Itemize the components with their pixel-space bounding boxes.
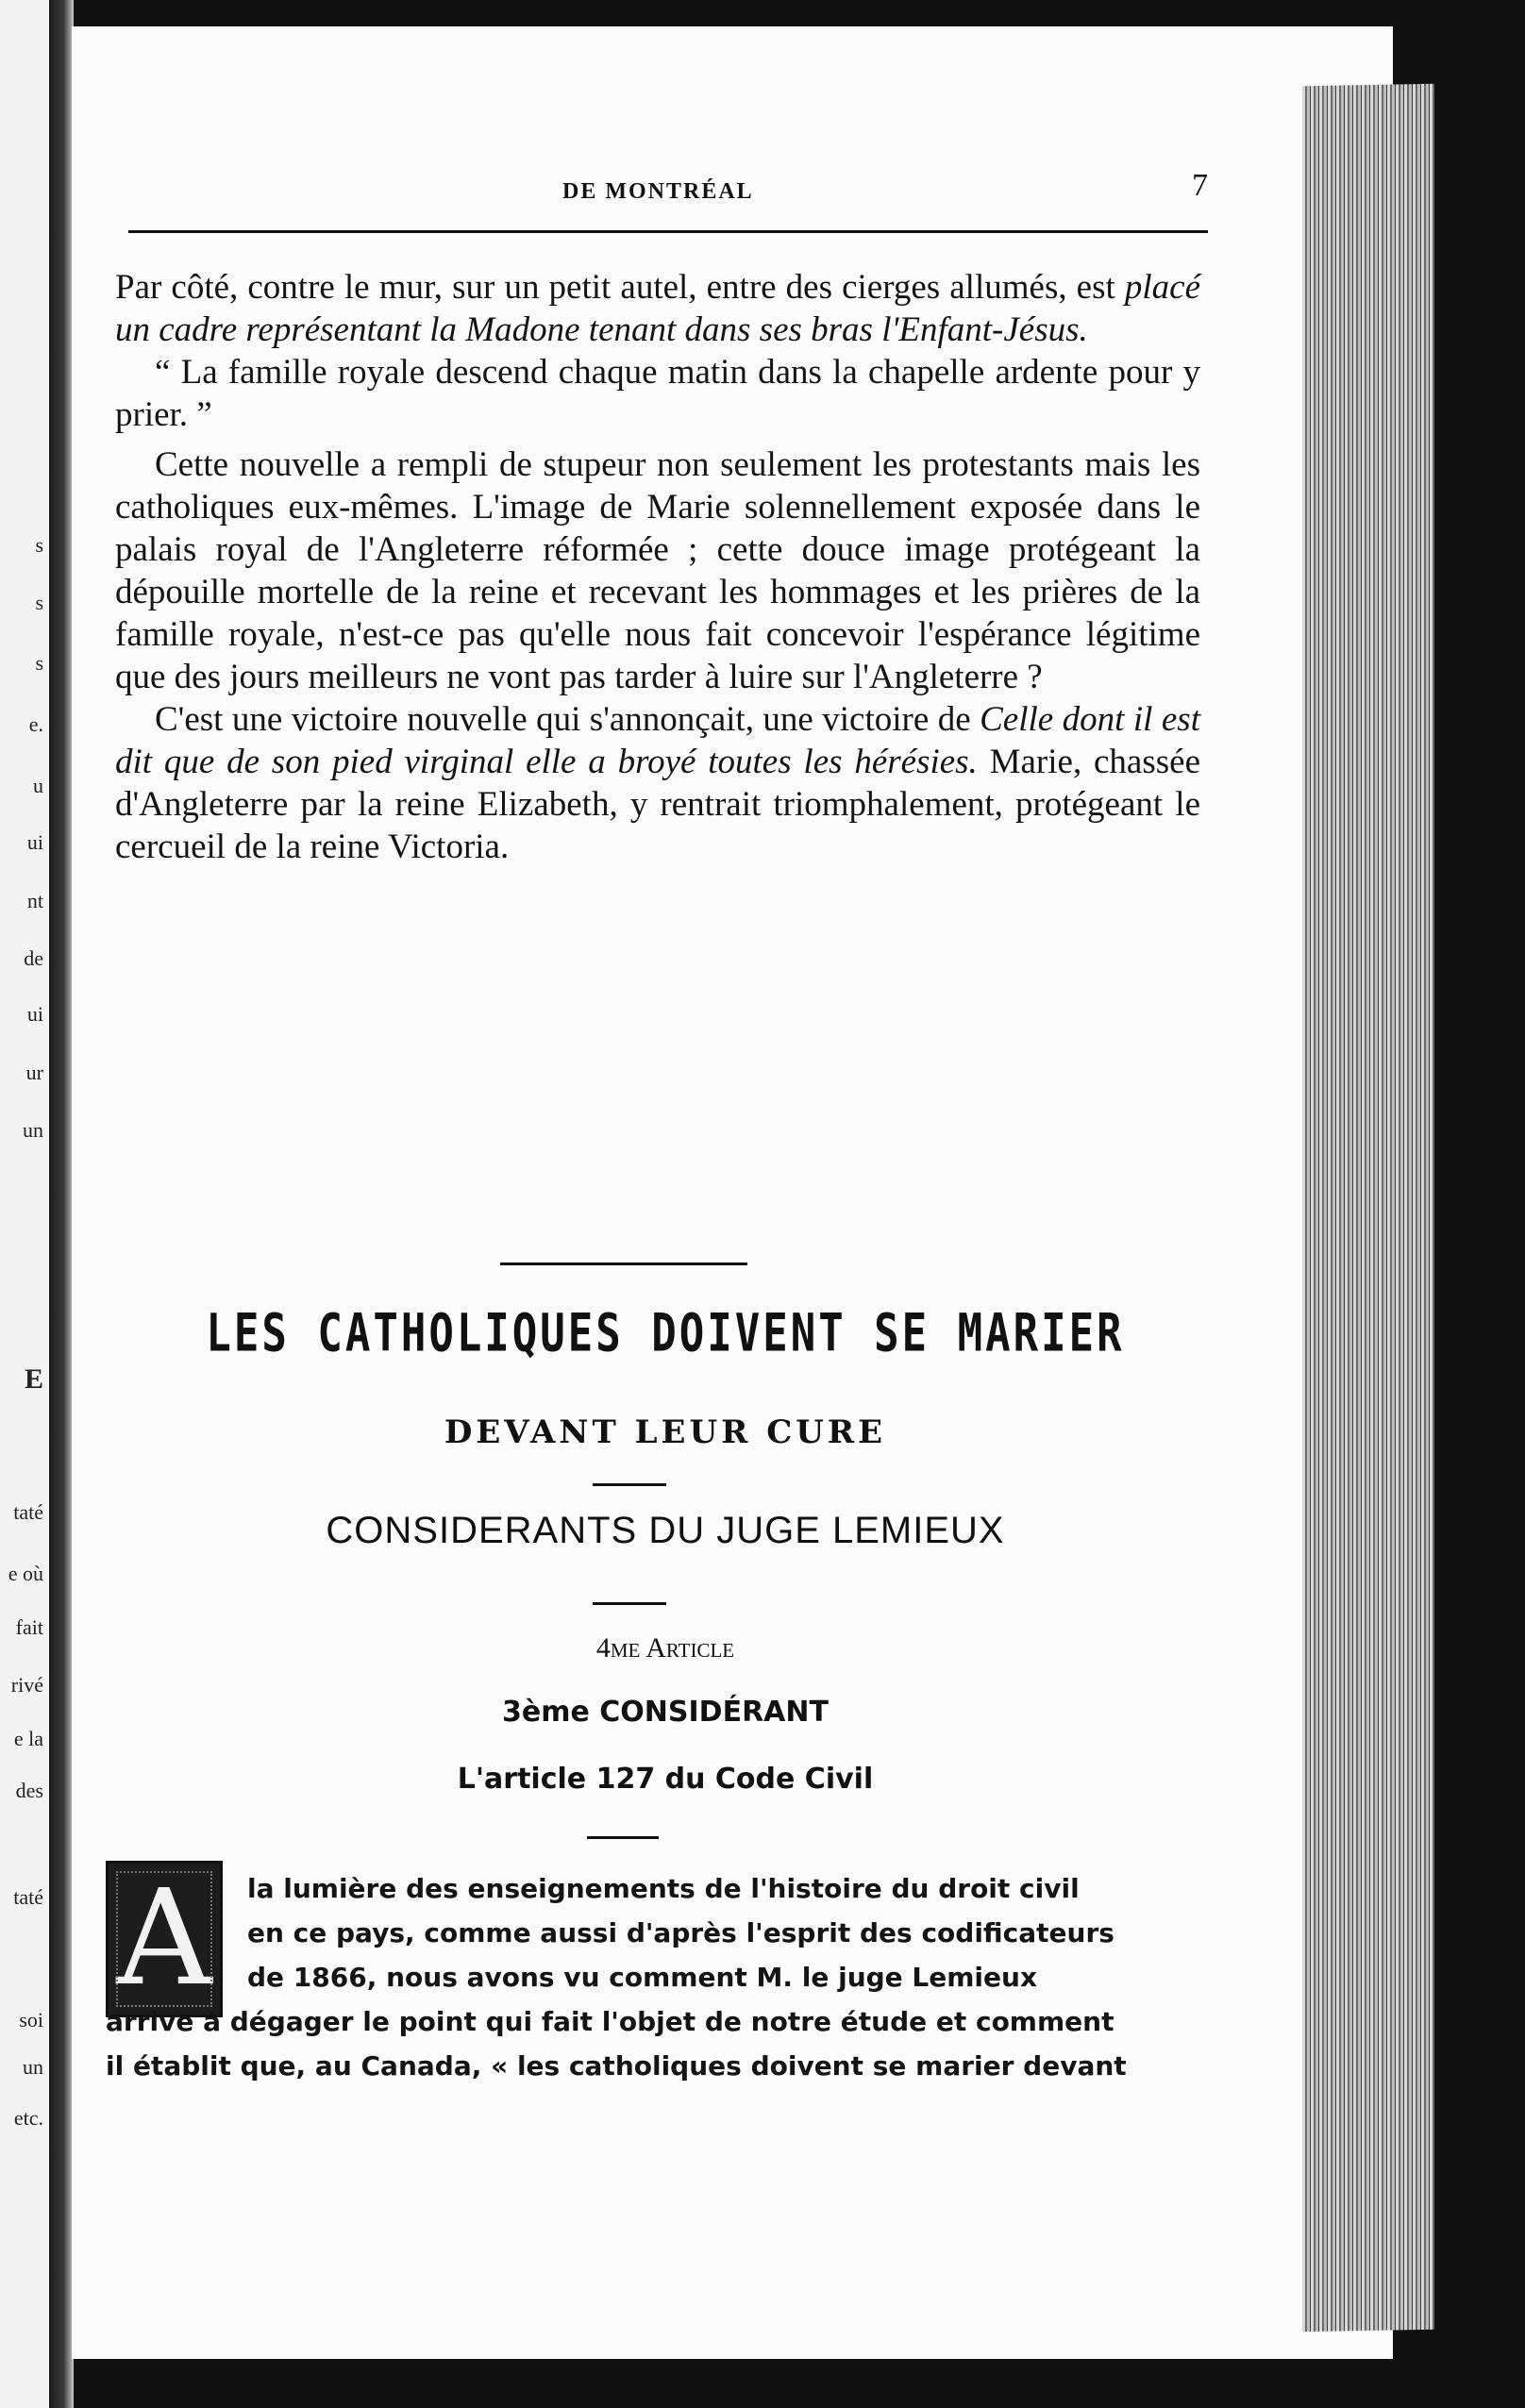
- paragraph-text: Par côté, contre le mur, sur un petit autel, entre des cierges allumés, est: [115, 268, 1125, 307]
- text-line: arrive à dégager le point qui fait l'objet de notre étude et comment: [106, 2006, 1114, 2037]
- fragment: ur: [25, 1061, 43, 1084]
- main-text: [115, 266, 1200, 868]
- page-number: 7: [1192, 168, 1208, 203]
- section-subtitle: DEVANT LEUR CURE: [444, 1413, 887, 1451]
- fragment: s: [35, 533, 43, 557]
- page-edges: [1302, 84, 1434, 2332]
- fragment: rivé: [10, 1673, 43, 1697]
- fragment: soi: [19, 2008, 43, 2032]
- drop-cap: A: [106, 1861, 223, 2017]
- fragment: ui: [26, 830, 43, 854]
- short-rule: [593, 1602, 666, 1605]
- section-separator: [500, 1263, 747, 1265]
- paragraph: Cette nouvelle a rempli de stupeur non seulement les protestants mais les catholiques eux-mêmes. L'image de Marie solennellement exposée dans le palais royal de l'Angleterre réformée ; cette douce image protégeant la dépouille mortelle de la reine et recevant les hommages et les prières de la famille royale, n'est-ce pas qu'elle nous fait concevoir l'espérance légitime que des jours meilleurs ne vont pas tarder à luire sur l'Angleterre ?: [115, 445, 1200, 696]
- fragment: e où: [8, 1562, 43, 1585]
- fragment: e.: [28, 712, 43, 736]
- book-gutter: [49, 0, 74, 2408]
- fragment: E: [24, 1363, 43, 1395]
- short-rule: [593, 1483, 666, 1486]
- fragment: taté: [13, 1500, 43, 1524]
- code-civil-heading: L'article 127 du Code Civil: [457, 1763, 874, 1796]
- italic-text: placé un cadre représentant la Madone tenant dans ses bras l'Enfant-Jésus.: [115, 268, 1200, 349]
- fragment: taté: [13, 1885, 43, 1909]
- fragment: ui: [26, 1002, 43, 1026]
- fragment: un: [23, 2055, 43, 2079]
- fragment: fait: [15, 1615, 43, 1639]
- text-line: en ce pays, comme aussi d'après l'esprit des codificateurs: [247, 1917, 1114, 1948]
- previous-page-edge: [0, 0, 52, 2408]
- text-line: de 1866, nous avons vu comment M. le juge Lemieux: [247, 1962, 1038, 1993]
- paragraph-text: Marie, chassée d'Angleterre par la reine Elizabeth, y rentrait triomphalement, protégeant le cercueil de la reine Victoria.: [115, 743, 1200, 866]
- considerants-heading: CONSIDERANTS DU JUGE LEMIEUX: [326, 1510, 1005, 1551]
- header-rule: [128, 230, 1208, 233]
- paragraph: [115, 266, 1200, 351]
- italic-text: Celle dont il est dit que de son pied virginal elle a broyé toutes les hérésies.: [115, 700, 1200, 781]
- paragraph: [115, 698, 1200, 868]
- running-head: DE MONTRÉAL: [562, 179, 754, 204]
- quote-paragraph: “ La famille royale descend chaque matin dans la chapelle ardente pour y prier. ”: [115, 353, 1200, 434]
- short-rule: [587, 1836, 659, 1839]
- paragraph-text: C'est une victoire nouvelle qui s'annonçait, une victoire de: [155, 700, 980, 739]
- article-body: [106, 1866, 1172, 2088]
- section-title: LES CATHOLIQUES DOIVENT SE MARIER: [206, 1303, 1125, 1364]
- text-line: il établit que, au Canada, « les catholiques doivent se marier devant: [106, 2050, 1127, 2082]
- fragment: s: [35, 651, 43, 675]
- text-line: la lumière des enseignements de l'histoire du droit civil: [247, 1873, 1080, 1904]
- fragment: e la: [13, 1727, 43, 1750]
- article-number: 4me Article: [595, 1632, 735, 1664]
- fragment: des: [15, 1779, 43, 1802]
- fragment: nt: [26, 889, 43, 912]
- fragment: un: [23, 1118, 43, 1142]
- fragment: etc.: [13, 2106, 43, 2130]
- fragment: de: [24, 946, 43, 970]
- considerant-heading: 3ème CONSIDÉRANT: [502, 1696, 829, 1729]
- fragment: s: [35, 591, 43, 614]
- fragment: u: [33, 774, 43, 797]
- page-header: [128, 168, 1208, 225]
